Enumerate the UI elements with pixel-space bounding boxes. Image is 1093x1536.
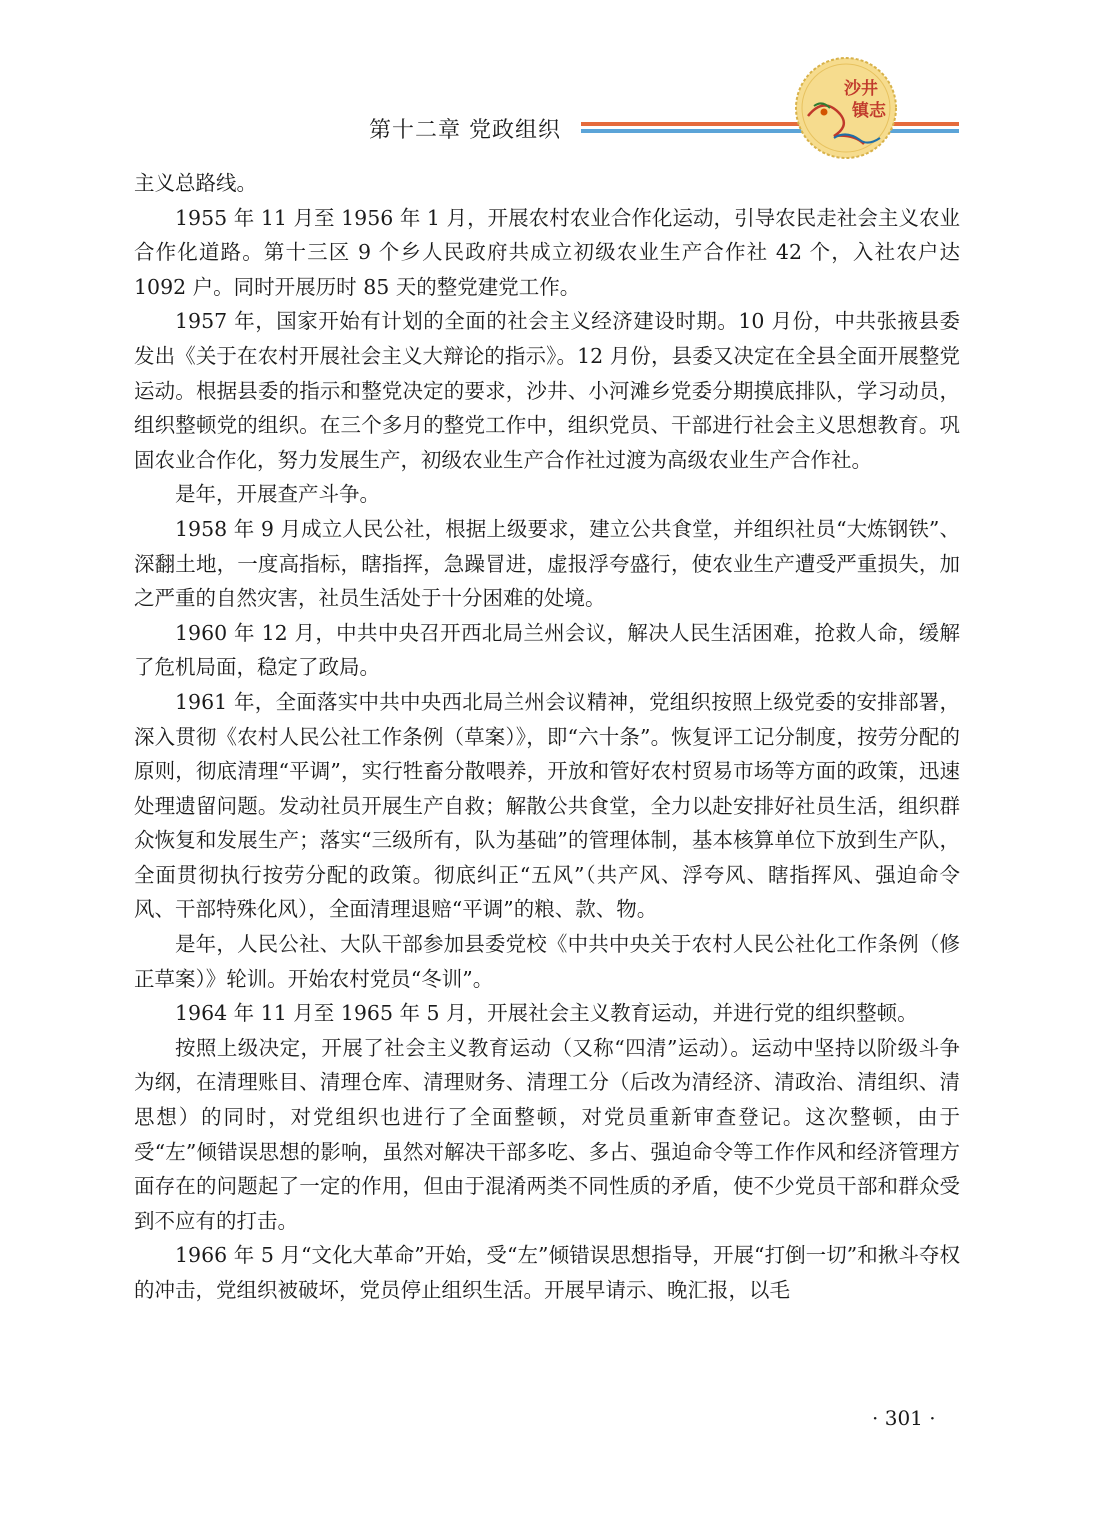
town-chronicle-seal-icon [794,56,898,160]
header-rule-orange [581,122,959,126]
seal-text-line1: 沙井 [844,79,878,99]
paragraph: 1960 年 12 月，中共中央召开西北局兰州会议，解决人民生活困难，抢救人命，缓解了危机局面，稳定了政局。 [134,620,960,680]
paragraph: 是年，开展查产斗争。 [175,482,380,507]
page-header [0,0,1093,150]
page-number: · 301 · [872,1406,936,1430]
seal-text-line2: 镇志 [852,101,886,121]
chapter-title: 第十二章 党政组织 [369,118,561,143]
paragraph: 1958 年 9 月成立人民公社，根据上级要求，建立公共食堂，并组织社员“大炼钢铁”、深翻土地，一度高指标，瞎指挥，急躁冒进，虚报浮夸盛行，使农业生产遭受严重损失，加之严重的自然灾害，社员生活处于十分困难的处境。 [134,516,960,611]
paragraph: 是年，人民公社、大队干部参加县委党校《中共中央关于农村人民公社化工作条例（修正草案）》轮训。开始农村党员“冬训”。 [134,932,960,991]
paragraph: 1955 年 11 月至 1956 年 1 月，开展农村农业合作化运动，引导农民走社会主义农业合作化道路。第十三区 9 个乡人民政府共成立初级农业生产合作社 42 个，入社农户达 1092 户。同时开展历时 85 天的整党建党工作。 [134,205,960,299]
body-text [134,166,960,1308]
header-rule-blue [581,129,959,133]
paragraph: 1964 年 11 月至 1965 年 5 月，开展社会主义教育运动，并进行党的组织整顿。 [175,1001,918,1026]
paragraph-continued: 主义总路线。 [134,171,257,195]
paragraph: 1961 年，全面落实中共中央西北局兰州会议精神，党组织按照上级党委的安排部署，深入贯彻《农村人民公社工作条例（草案）》，即“六十条”。恢复评工记分制度，按劳分配的原则，彻底清理“平调”，实行牲畜分散喂养，开放和管好农村贸易市场等方面的政策，迅速处理遗留问题。发动社员开展生产自救；解散公共食堂，全力以赴安排好社员生活，组织群众恢复和发展生产；落实“三级所有，队为基础”的管理体制，基本核算单位下放到生产队，全面贯彻执行按劳分配的政策。彻底纠正“五风”（共产风、浮夸风、瞎指挥风、强迫命令风、干部特殊化风），全面清理退赔“平调”的粮、款、物。 [134,689,960,922]
paragraph: 按照上级决定，开展了社会主义教育运动（又称“四清”运动）。运动中坚持以阶级斗争为纲，在清理账目、清理仓库、清理财务、清理工分（后改为清经济、清政治、清组织、清思想）的同时，对党组织也进行了全面整顿，对党员重新审查登记。这次整顿，由于受“左”倾错误思想的影响，虽然对解决干部多吃、多占、强迫命令等工作作风和经济管理方面存在的问题起了一定的作用，但由于混淆两类不同性质的矛盾，使不少党员干部和群众受到不应有的打击。 [134,1035,960,1233]
paragraph: 1957 年，国家开始有计划的全面的社会主义经济建设时期。10 月份，中共张掖县委发出《关于在农村开展社会主义大辩论的指示》。12 月份，县委又决定在全县全面开展整党运动。根据县委的指示和整党决定的要求，沙井、小河滩乡党委分期摸底排队，学习动员，组织整顿党的组织。在三个多月的整党工作中，组织党员、干部进行社会主义思想教育。巩固农业合作化，努力发展生产，初级农业生产合作社过渡为高级农业生产合作社。 [134,309,960,472]
paragraph: 1966 年 5 月“文化大革命”开始，受“左”倾错误思想指导，开展“打倒一切”和揪斗夺权的冲击，党组织被破坏，党员停止组织生活。开展早请示、晚汇报，以毛 [134,1243,960,1302]
